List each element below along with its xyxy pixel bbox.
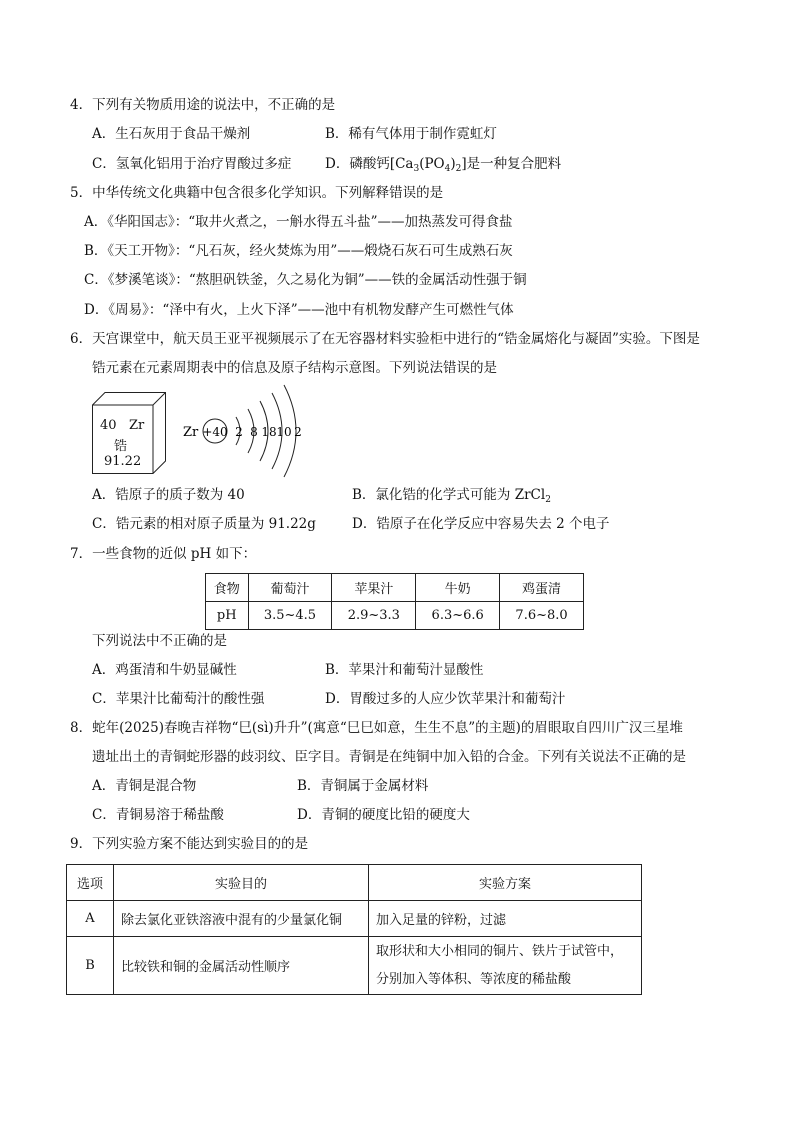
q8-option-a: A．青铜是混合物 (92, 778, 197, 794)
table-cell: pH (206, 602, 249, 630)
q5-option-d: D．《周易》：“泽中有火，上火下泽”——池中有机物发酵产生可燃性气体 (84, 302, 514, 318)
shell-electron-count: 8 (250, 425, 258, 439)
element-name: 锆 (114, 439, 128, 454)
q8-stem-line2: 遗址出土的青铜蛇形器的歧羽纹、臣字目。青铜是在纯铜中加入铅的合金。下列有关说法不正确的是 (92, 749, 686, 765)
q9-stem: 9．下列实验方案不能达到实验目的的是 (70, 836, 309, 852)
q6-b-text: B．氯化锆的化学式可能为 ZrCl (352, 487, 546, 503)
table-header-cell: 实验方案 (369, 865, 642, 901)
q4-option-d (325, 155, 561, 178)
q5-option-b: B．《天工开物》：“凡石灰，经火焚炼为用”——煅烧石灰石可生成熟石灰 (84, 243, 513, 259)
shell-electron-count: 2 (294, 425, 302, 439)
q7-option-d: D．胃酸过多的人应少饮苹果汁和葡萄汁 (325, 691, 566, 707)
element-atomic-mass: 91.22 (104, 454, 142, 469)
nucleus-charge: +40 (202, 425, 228, 439)
shell-electron-count: 18 (261, 425, 277, 439)
q6-option-d: D．锆原子在化学反应中容易失去 2 个电子 (352, 516, 610, 532)
element-symbol: Zr (129, 418, 145, 433)
table-header-cell: 食物 (206, 574, 249, 602)
q8-option-d: D．青铜的硬度比铅的硬度大 (297, 807, 470, 823)
q8-stem-line1: 8．蛇年(2025)春晚吉祥物“巳(sì)升升”(寓意“巳巳如意，生生不息”的主题)的眉眼取自四川广汉三星堆 (70, 720, 683, 736)
q6-stem-line2: 锆元素在元素周期表中的信息及原子结构示意图。下列说法错误的是 (92, 360, 497, 376)
q7-option-a: A．鸡蛋清和牛奶显碱性 (92, 662, 237, 678)
table-header-cell: 葡萄汁 (248, 574, 332, 602)
table-header-cell: 牛奶 (416, 574, 500, 602)
atomic-structure-diagram (180, 384, 310, 480)
q4-stem: 4．下列有关物质用途的说法中，不正确的是 (70, 97, 336, 113)
q6-option-a: A．锆原子的质子数为 40 (92, 487, 245, 503)
q4-option-a: A．生石灰用于食品干燥剂 (92, 126, 251, 142)
q7-option-b: B．苹果汁和葡萄汁显酸性 (325, 662, 484, 678)
table-row (206, 574, 584, 602)
ph-table (205, 573, 584, 630)
table-cell: 7.6~8.0 (500, 602, 584, 630)
table-cell: 比较铁和铜的金属活动性顺序 (114, 937, 369, 995)
q7-substem: 下列说法中不正确的是 (92, 633, 227, 649)
table-row (206, 602, 584, 630)
q6-stem-line1: 6．天宫课堂中，航天员王亚平视频展示了在无容器材料实验柜中进行的“锆金属熔化与凝固”实验。下图是 (70, 331, 700, 347)
table-cell: 6.3~6.6 (416, 602, 500, 630)
table-header-cell: 选项 (67, 865, 114, 901)
q4-option-b: B．稀有气体用于制作霓虹灯 (325, 126, 497, 142)
q4-d-sub: 3 (413, 164, 420, 174)
q4-d-sub: 2 (455, 164, 462, 174)
table-row (67, 937, 642, 995)
table-cell: 3.5~4.5 (248, 602, 332, 630)
q8-option-b: B．青铜属于金属材料 (297, 778, 429, 794)
table-row (67, 865, 642, 901)
table-cell: B (67, 937, 114, 995)
plan-line: 分别加入等体积、等浓度的稀盐酸 (376, 971, 572, 987)
q4-d-text: (PO (419, 156, 445, 172)
q8-option-c: C．青铜易溶于稀盐酸 (92, 807, 224, 823)
shell-electron-count: 2 (235, 425, 243, 439)
table-cell (369, 937, 642, 995)
q7-option-c: C．苹果汁比葡萄汁的酸性强 (92, 691, 265, 707)
table-header-cell: 鸡蛋清 (500, 574, 584, 602)
atom-symbol: Zr (183, 425, 199, 440)
q5-stem: 5．中华传统文化典籍中包含很多化学知识。下列解释错误的是 (70, 185, 444, 201)
plan-line: 取形状和大小相同的铜片、铁片于试管中， (376, 943, 624, 959)
table-cell: A (67, 901, 114, 937)
shell-electron-count: 10 (276, 425, 292, 439)
table-header-cell: 实验目的 (114, 865, 369, 901)
table-cell: 加入足量的锌粉，过滤 (369, 901, 642, 937)
q7-stem: 7．一些食物的近似 pH 如下： (70, 546, 257, 562)
q6-option-c: C．锆元素的相对原子质量为 91.22g (92, 516, 316, 532)
q6-option-b (352, 486, 551, 509)
experiment-table (66, 864, 642, 995)
q4-option-c: C．氢氧化铝用于治疗胃酸过多症 (92, 156, 292, 172)
table-cell: 除去氯化亚铁溶液中混有的少量氯化铜 (114, 901, 369, 937)
q4-d-text: ]是一种复合肥料 (461, 156, 562, 172)
table-row (67, 901, 642, 937)
table-header-cell: 苹果汁 (332, 574, 416, 602)
q5-option-a: A．《华阳国志》：“取井火煮之，一斛水得五斗盐”——加热蒸发可得食盐 (84, 214, 513, 230)
q6-b-sub: 2 (545, 495, 551, 505)
q5-option-c: C．《梦溪笔谈》：“熬胆矾铁釜，久之易化为铜”——铁的金属活动性强于铜 (84, 272, 527, 288)
table-cell: 2.9~3.3 (332, 602, 416, 630)
q4-d-text: D．磷酸钙[Ca (325, 156, 414, 172)
q4-d-sub: 4 (444, 164, 451, 174)
element-atomic-number: 40 (100, 418, 117, 433)
q4-d-text: ) (450, 156, 456, 172)
